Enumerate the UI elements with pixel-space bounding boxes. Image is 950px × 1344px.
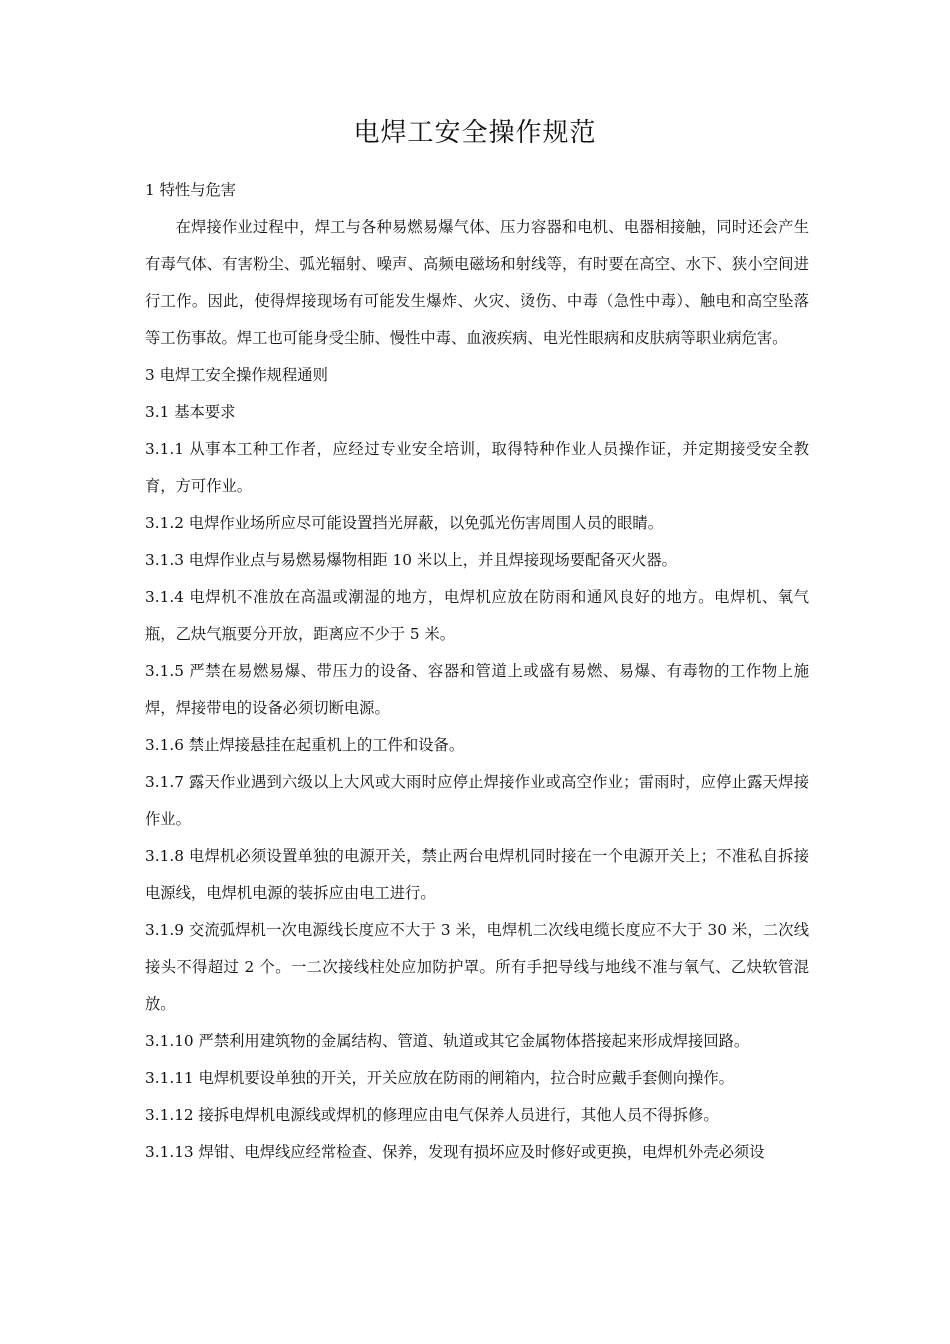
paragraph: 3.1.5 严禁在易燃易爆、带压力的设备、容器和管道上或盛有易燃、易爆、有毒物的工作物上施焊，焊接带电的设备必须切断电源。 xyxy=(145,662,809,717)
paragraph: 3.1 基本要求 xyxy=(145,403,236,421)
paragraph: 3.1.4 电焊机不准放在高温或潮湿的地方，电焊机应放在防雨和通风良好的地方。电焊机、氧气瓶，乙炔气瓶要分开放，距离应不少于 5 米。 xyxy=(145,588,809,643)
paragraph: 3.1.9 交流弧焊机一次电源线长度应不大于 3 米，电焊机二次线电缆长度应不大于 30 米，二次线接头不得超过 2 个。一二次接线柱处应加防护罩。所有手把导线与地线不准与氧气、乙炔软管混放。 xyxy=(145,921,809,1013)
paragraph: 3.1.6 禁止焊接悬挂在起重机上的工件和设备。 xyxy=(145,736,465,754)
paragraph: 3.1.8 电焊机必须设置单独的电源开关，禁止两台电焊机同时接在一个电源开关上；不准私自拆接电源线，电焊机电源的装拆应由电工进行。 xyxy=(145,847,809,902)
paragraph: 3.1.10 严禁利用建筑物的金属结构、管道、轨道或其它金属物体搭接起来形成焊接回路。 xyxy=(145,1032,750,1050)
paragraph: 3 电焊工安全操作规程通则 xyxy=(145,366,328,384)
paragraph: 3.1.7 露天作业遇到六级以上大风或大雨时应停止焊接作业或高空作业；雷雨时，应停止露天焊接作业。 xyxy=(145,773,809,828)
paragraph: 3.1.12 接拆电焊机电源线或焊机的修理应由电气保养人员进行，其他人员不得拆修。 xyxy=(145,1106,719,1124)
paragraph: 1 特性与危害 xyxy=(145,181,237,199)
paragraph: 3.1.13 焊钳、电焊线应经常检查、保养，发现有损坏应及时修好或更换，电焊机外壳必须设 xyxy=(145,1143,765,1161)
paragraph: 3.1.2 电焊作业场所应尽可能设置挡光屏蔽，以免弧光伤害周围人员的眼睛。 xyxy=(145,514,663,532)
paragraph: 在焊接作业过程中，焊工与各种易燃易爆气体、压力容器和电机、电器相接触，同时还会产生有毒气体、有害粉尘、弧光辐射、噪声、高频电磁场和射线等，有时要在高空、水下、狭小空间进行工作。因此，使得焊接现场有可能发生爆炸、火灾、烫伤、中毒（急性中毒）、触电和高空坠落等工伤事故。焊工也可能身受尘肺、慢性中毒、血液疾病、电光性眼病和皮肤病等职业病危害。 xyxy=(145,218,809,347)
paragraph: 3.1.1 从事本工种工作者，应经过专业安全培训，取得特种作业人员操作证，并定期接受安全教育，方可作业。 xyxy=(145,440,809,495)
paragraph: 3.1.11 电焊机要设单独的开关，开关应放在防雨的闸箱内，拉合时应戴手套侧向操作。 xyxy=(145,1069,734,1087)
document-title: 电焊工安全操作规范 xyxy=(353,118,597,148)
paragraph: 3.1.3 电焊作业点与易燃易爆物相距 10 米以上，并且焊接现场要配备灭火器。 xyxy=(145,551,677,569)
document-body xyxy=(145,172,809,1171)
